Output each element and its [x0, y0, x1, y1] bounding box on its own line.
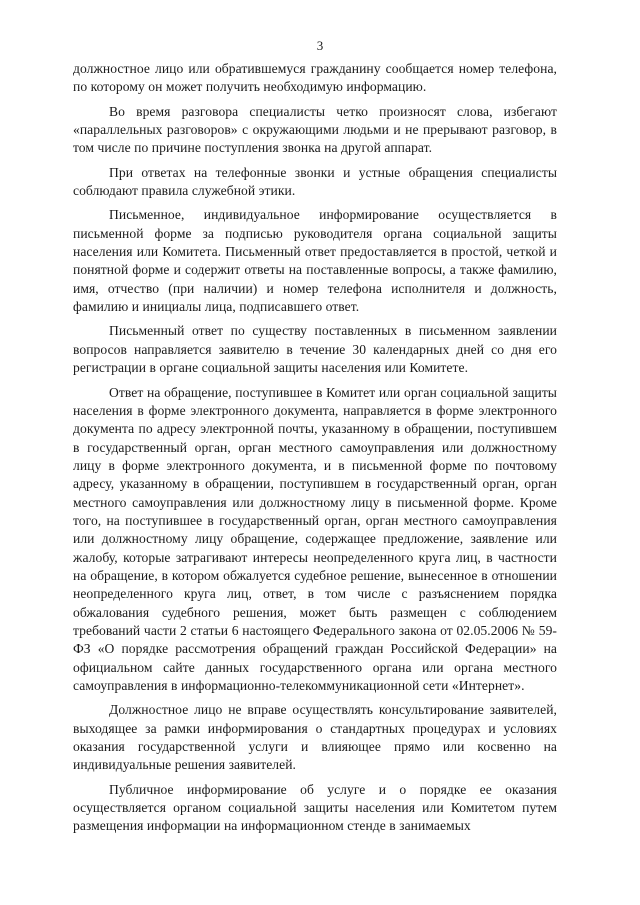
paragraph-continuation: должностное лицо или обратившемуся гражданину сообщается номер телефона, по которому он может получить необходимую информацию. [73, 61, 557, 95]
document-body [73, 60, 557, 836]
page-number: 3 [316, 38, 324, 53]
paragraph: При ответах на телефонные звонки и устные обращения специалисты соблюдают правила служебной этики. [73, 164, 557, 199]
paragraph: Письменное, индивидуальное информирование осуществляется в письменной форме за подписью руководителя органа социальной защиты населения или Комитета. Письменный ответ предоставляется в простой, четкой и понятной форме и содержит ответы на поставленные вопросы, а также фамилию, имя, отчество (при наличии) и номер телефона исполнителя и должность, фамилию и инициалы лица, подписавшего ответ. [73, 207, 557, 315]
paragraph: Должностное лицо не вправе осуществлять консультирование заявителей, выходящее за рамки информирования о стандартных процедурах и условиях оказания государственной услуги и влияющее прямо или косвенно на индивидуальные решения заявителей. [73, 702, 557, 773]
paragraph: Публичное информирование об услуге и о порядке ее оказания осуществляется органом социальной защиты населения или Комитетом путем размещения информации на информационном стенде в занимаемых [73, 781, 557, 834]
paragraph: Ответ на обращение, поступившее в Комитет или орган социальной защиты населения в форме электронного документа, направляется в форме электронного документа по адресу электронной почты, указанному в обращении, поступившем в государственный орган, орган местного самоуправления или должностному лицу в форме электронного документа, и в письменной форме по почтовому адресу, указанному в обращении, поступившем в государственный орган, орган местного самоуправления или должностному лицу в письменной форме. Кроме того, на поступившее в государственный орган, орган местного самоуправления или должностному лицу обращение, содержащее предложение, заявление или жалобу, которые затрагивают интересы неопределенного круга лиц, в частности на обращение, в котором обжалуется судебное решение, вынесенное в отношении неопределенного круга лиц, ответ, в том числе с разъяснением порядка обжалования судебного решения, может быть размещен с соблюдением требований части 2 статьи 6 настоящего Федерального закона от 02.05.2006 № 59-ФЗ «О порядке рассмотрения обращений граждан Российской Федерации» на официальном сайте данных государственного органа или органа местного самоуправления в информационно-телекоммуникационной сети «Интернет». [73, 384, 557, 693]
paragraph: Во время разговора специалисты четко произносят слова, избегают «параллельных разговоров» с окружающими людьми и не прерывают разговор, в том числе по причине поступления звонка на другой аппарат. [73, 103, 557, 156]
paragraph: Письменный ответ по существу поставленных в письменном заявлении вопросов направляется заявителю в течение 30 календарных дней со дня его регистрации в органе социальной защиты населения или Комитете. [73, 323, 557, 376]
